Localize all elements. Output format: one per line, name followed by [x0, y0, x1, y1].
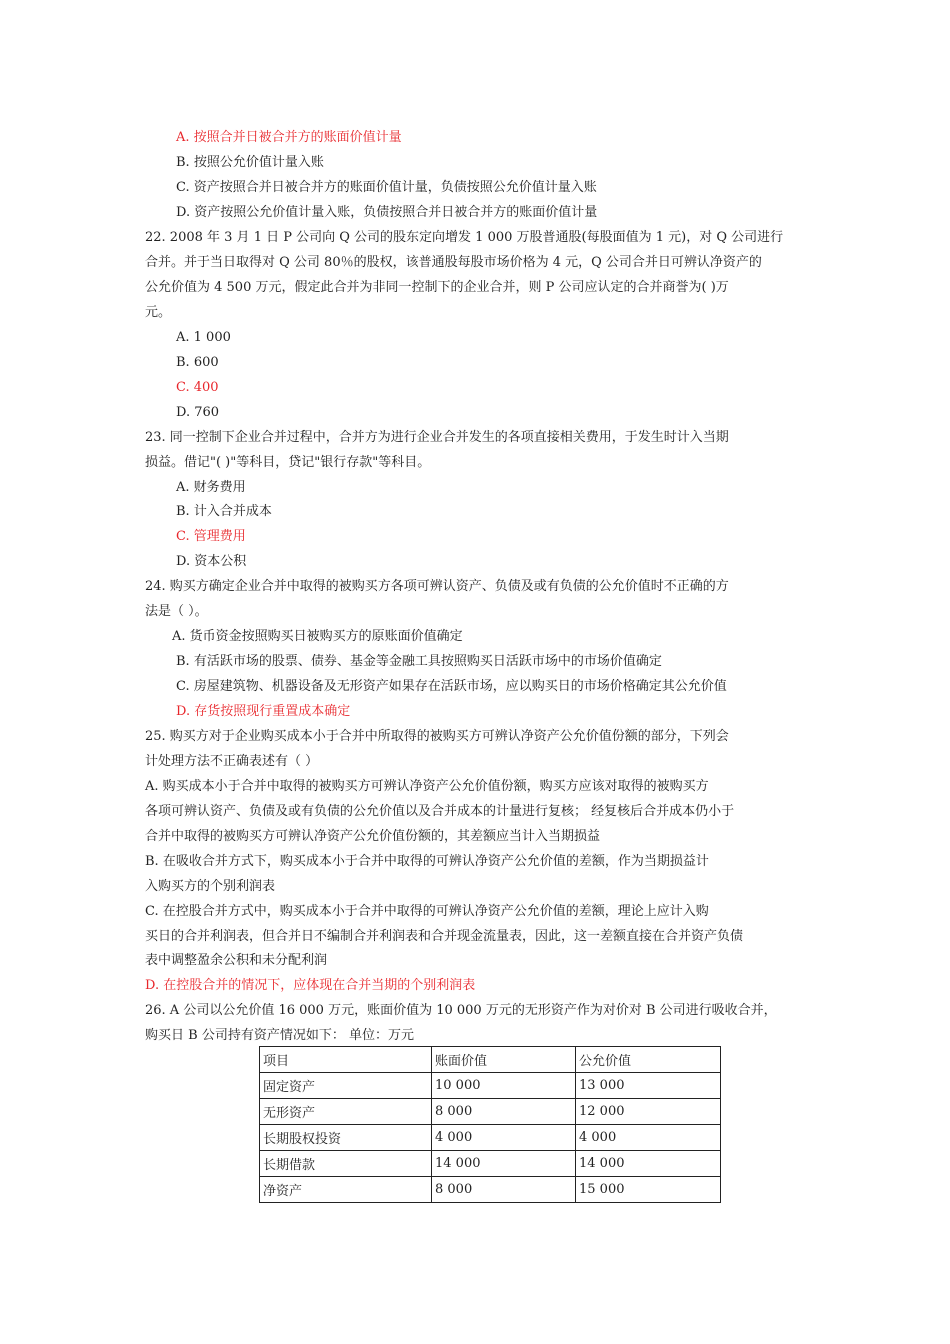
q25-option-b-line: B. 在吸收合并方式下，购买成本小于合并中取得的可辨认净资产公允价值的差额，作为当期损益计 [145, 854, 709, 869]
table-cell: 4 000 [576, 1125, 721, 1151]
table-header-cell: 公允价值 [576, 1047, 721, 1073]
table-cell: 13 000 [576, 1073, 721, 1099]
q24-option-a: A. 货币资金按照购买日被购买方的原账面价值确定 [172, 629, 463, 644]
q26-text-line: 26. A 公司以公允价值 16 000 万元，账面价值为 10 000 万元的无形资产作为对价对 B 公司进行吸收合并， [145, 1003, 777, 1018]
table-row [260, 1099, 721, 1125]
q22-text-line: 元。 [145, 305, 172, 320]
q23-text-line: 损益。借记"( )"等科目，贷记"银行存款"等科目。 [145, 455, 431, 470]
table-cell: 15 000 [576, 1177, 721, 1203]
q21-option-b: B. 按照公允价值计量入账 [176, 155, 324, 170]
q22-option-d: D. 760 [176, 405, 220, 420]
q25-option-c-line: C. 在控股合并方式中，购买成本小于合并中取得的可辨认净资产公允价值的差额，理论上应计入购 [145, 904, 709, 919]
table-row [260, 1125, 721, 1151]
q25-option-c-line: 买日的合并利润表，但合并日不编制合并利润表和合并现金流量表，因此，这一差额直接在合并资产负债 [145, 929, 744, 944]
q25-option-a-line: 合并中取得的被购买方可辨认净资产公允价值份额的，其差额应当计入当期损益 [145, 829, 601, 844]
table-cell: 12 000 [576, 1099, 721, 1125]
q25-text-line: 25. 购买方对于企业购买成本小于合并中所取得的被购买方可辨认净资产公允价值份额的部分，下列会 [145, 729, 729, 744]
q25-option-c-line: 表中调整盈余公积和未分配利润 [145, 953, 328, 968]
q25-text-line: 计处理方法不正确表述有（ ） [145, 754, 319, 769]
q26-text-line: 购买日 B 公司持有资产情况如下： 单位：万元 [145, 1028, 414, 1043]
q23-option-d: D. 资本公积 [176, 554, 247, 569]
q24-text-line: 法是（ ）。 [145, 604, 208, 619]
table-cell: 净资产 [260, 1177, 432, 1203]
table-cell: 10 000 [432, 1073, 576, 1099]
table-cell: 无形资产 [260, 1099, 432, 1125]
q23-option-c: C. 管理费用 [176, 529, 246, 544]
table-row [260, 1151, 721, 1177]
q24-option-c: C. 房屋建筑物、机器设备及无形资产如果存在活跃市场，应以购买日的市场价格确定其公允价值 [176, 679, 727, 694]
table-cell: 4 000 [432, 1125, 576, 1151]
q22-text-line: 合并。并于当日取得对 Q 公司 80％的股权，该普通股每股市场价格为 4 元，Q 公司合并日可辨认净资产的 [145, 255, 762, 270]
q21-option-c: C. 资产按照合并日被合并方的账面价值计量，负债按照公允价值计量入账 [176, 180, 597, 195]
q21-option-d: D. 资产按照公允价值计量入账，负债按照合并日被合并方的账面价值计量 [176, 205, 598, 220]
q24-text-line: 24. 购买方确定企业合并中取得的被购买方各项可辨认资产、负债及或有负债的公允价值时不正确的方 [145, 579, 729, 594]
q23-option-a: A. 财务费用 [176, 480, 246, 495]
q23-text-line: 23. 同一控制下企业合并过程中，合并方为进行企业合并发生的各项直接相关费用，于发生时计入当期 [145, 430, 729, 445]
table-cell: 8 000 [432, 1177, 576, 1203]
q23-option-b: B. 计入合并成本 [176, 504, 272, 519]
q25-option-b-line: 入购买方的个别利润表 [145, 879, 276, 894]
table-header-cell: 账面价值 [432, 1047, 576, 1073]
q22-option-b: B. 600 [176, 355, 219, 370]
q22-text-line: 22. 2008 年 3 月 1 日 P 公司向 Q 公司的股东定向增发 1 000 万股普通股(每股面值为 1 元)，对 Q 公司进行 [145, 230, 784, 245]
table-cell: 长期股权投资 [260, 1125, 432, 1151]
table-header-cell: 项目 [260, 1047, 432, 1073]
asset-table [259, 1046, 721, 1203]
q22-option-c: C. 400 [176, 380, 219, 395]
q22-option-a: A. 1 000 [176, 330, 231, 345]
table-row [260, 1177, 721, 1203]
table-cell: 14 000 [576, 1151, 721, 1177]
q22-text-line: 公允价值为 4 500 万元，假定此合并为非同一控制下的企业合并，则 P 公司应认定的合并商誉为( )万 [145, 280, 729, 295]
q24-option-d: D. 存货按照现行重置成本确定 [176, 704, 351, 719]
table-cell: 长期借款 [260, 1151, 432, 1177]
q21-option-a: A. 按照合并日被合并方的账面价值计量 [176, 130, 402, 145]
table-header-row [260, 1047, 721, 1073]
q25-option-a-line: 各项可辨认资产、负债及或有负债的公允价值以及合并成本的计量进行复核； 经复核后合并成本仍小于 [145, 804, 735, 819]
q25-option-d-line: D. 在控股合并的情况下，应体现在合并当期的个别利润表 [145, 978, 476, 993]
q24-option-b: B. 有活跃市场的股票、债券、基金等金融工具按照购买日活跃市场中的市场价值确定 [176, 654, 662, 669]
table-cell: 8 000 [432, 1099, 576, 1125]
table-row [260, 1073, 721, 1099]
table-cell: 固定资产 [260, 1073, 432, 1099]
q25-option-a-line: A. 购买成本小于合并中取得的被购买方可辨认净资产公允价值份额，购买方应该对取得的被购买方 [145, 779, 709, 794]
table-cell: 14 000 [432, 1151, 576, 1177]
